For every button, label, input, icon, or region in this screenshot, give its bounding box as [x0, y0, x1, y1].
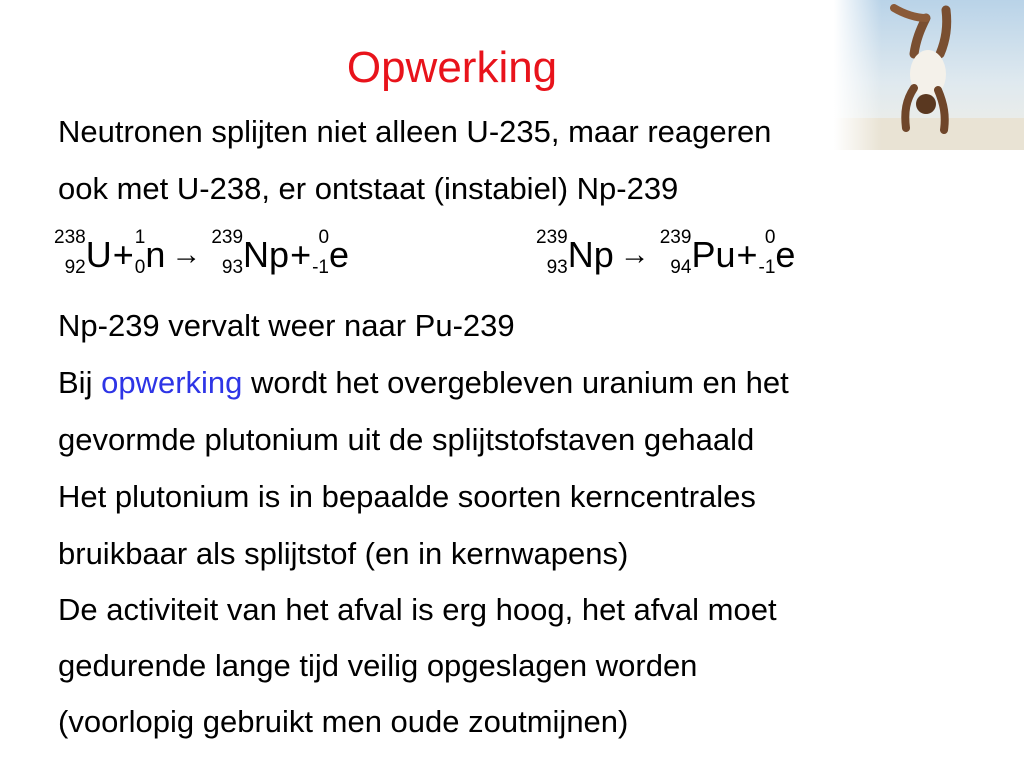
- mass-number: 239: [536, 227, 568, 248]
- mass-number: 0: [318, 227, 330, 248]
- paragraph-line: Neutronen splijten niet alleen U-235, maar reageren: [58, 114, 772, 149]
- paragraph-line-rest: wordt het overgebleven uranium en het: [251, 365, 789, 400]
- cartwheel-photo-icon: [834, 0, 1024, 150]
- mass-number: 238: [54, 227, 86, 248]
- plus-sign: +: [290, 234, 312, 275]
- paragraph-line: ook met U-238, er ontstaat (instabiel) Np-239: [58, 171, 679, 206]
- nuclide-notation: [660, 220, 692, 277]
- mass-number: 0: [764, 227, 776, 248]
- paragraph-line: De activiteit van het afval is erg hoog, het afval moet: [58, 592, 777, 627]
- plus-sign: +: [736, 234, 758, 275]
- atomic-number: 0: [134, 257, 146, 278]
- paragraph-line: Het plutonium is in bepaalde soorten kerncentrales: [58, 479, 756, 514]
- plus-sign: +: [112, 234, 134, 275]
- paragraph-line: bruikbaar als splijtstof (en in kernwapens): [58, 536, 629, 571]
- mass-number: 1: [134, 227, 146, 248]
- nuclide-notation: [536, 220, 568, 277]
- atomic-number: 92: [64, 257, 86, 278]
- atomic-number: 93: [546, 257, 568, 278]
- nuclear-equation-capture: [54, 220, 349, 290]
- opwerking-highlight: opwerking: [101, 365, 243, 400]
- atomic-number: -1: [312, 257, 330, 278]
- element-symbol: Np: [567, 234, 614, 275]
- nuclide-notation: [759, 220, 776, 277]
- element-symbol: U: [85, 234, 112, 275]
- paragraph-line: (voorlopig gebruikt men oude zoutmijnen): [58, 704, 629, 739]
- nuclide-notation: [135, 220, 146, 277]
- element-symbol: Np: [243, 234, 290, 275]
- nuclear-equation-decay: [536, 220, 795, 290]
- element-symbol: e: [329, 234, 350, 275]
- atomic-number: 94: [670, 257, 692, 278]
- mass-number: 239: [211, 227, 244, 248]
- reaction-arrow-icon: →: [619, 238, 650, 271]
- nuclide-notation: [312, 220, 329, 277]
- element-symbol: n: [145, 234, 166, 275]
- bij-prefix: Bij: [58, 365, 93, 400]
- nuclide-notation: [211, 220, 243, 277]
- paragraph-line: gedurende lange tijd veilig opgeslagen worden: [58, 648, 698, 683]
- paragraph-line: gevormde plutonium uit de splijtstofstaven gehaald: [58, 422, 755, 457]
- element-symbol: e: [775, 234, 796, 275]
- element-symbol: Pu: [691, 234, 736, 275]
- atomic-number: -1: [758, 257, 776, 278]
- nuclide-notation: [54, 220, 86, 277]
- reaction-arrow-icon: →: [171, 238, 202, 271]
- slide-title: Opwerking: [346, 43, 558, 92]
- paragraph-line: Np-239 vervalt weer naar Pu-239: [58, 308, 515, 343]
- mass-number: 239: [659, 227, 692, 248]
- atomic-number: 93: [221, 257, 244, 278]
- paragraph-line-opwerking: [58, 363, 789, 403]
